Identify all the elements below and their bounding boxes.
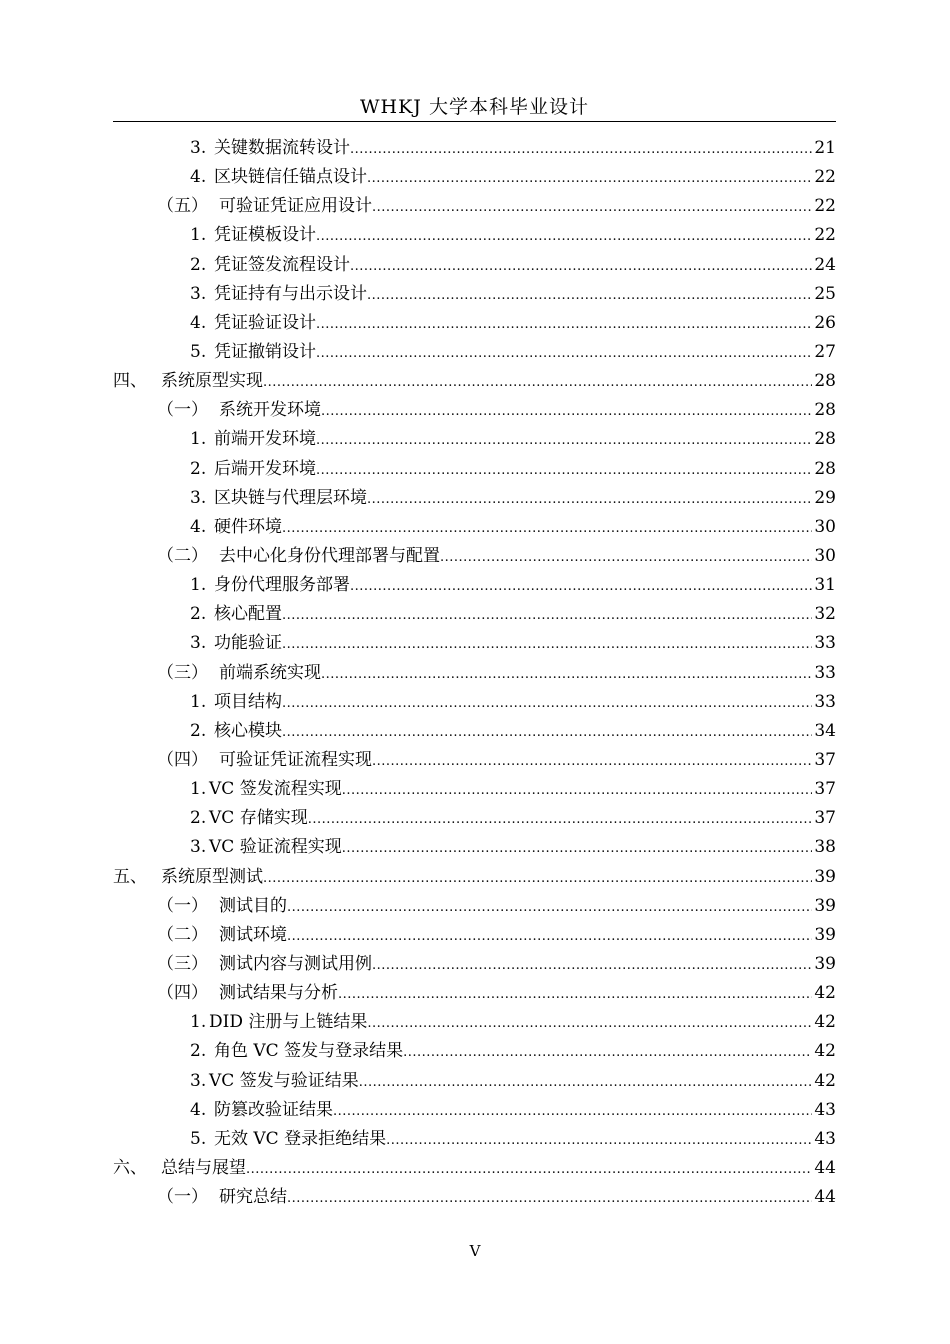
toc-entry[interactable] bbox=[113, 1067, 836, 1096]
toc-entry-number: 2. bbox=[190, 720, 207, 741]
toc-dot-leader bbox=[282, 718, 812, 747]
toc-dot-leader bbox=[350, 252, 812, 281]
toc-entry-title: 无效 VC 登录拒绝结果 bbox=[214, 1128, 387, 1149]
toc-entry-number: 4. bbox=[190, 167, 207, 188]
toc-dot-leader bbox=[372, 747, 812, 776]
toc-entry-page: 22 bbox=[814, 196, 836, 217]
toc-entry[interactable] bbox=[113, 251, 836, 280]
toc-entry-title: 硬件环境 bbox=[214, 516, 282, 537]
toc-entry-line bbox=[219, 892, 836, 922]
toc-entry-number: （一） bbox=[157, 895, 208, 916]
toc-entry-number: （一） bbox=[157, 400, 208, 421]
toc-entry[interactable] bbox=[113, 163, 836, 192]
toc-dot-leader bbox=[316, 222, 812, 251]
toc-entry-title: VC 存储实现 bbox=[209, 808, 308, 829]
toc-entry[interactable] bbox=[113, 863, 836, 892]
toc-entry-number: 5. bbox=[190, 1128, 207, 1149]
header-rule bbox=[113, 121, 836, 122]
toc-entry-line bbox=[214, 513, 836, 543]
toc-entry-line bbox=[214, 163, 836, 193]
toc-entry-title: 核心模块 bbox=[214, 720, 282, 741]
toc-entry-page: 33 bbox=[814, 633, 836, 654]
toc-dot-leader bbox=[350, 572, 812, 601]
toc-dot-leader bbox=[350, 135, 812, 164]
toc-entry-line bbox=[214, 280, 836, 310]
toc-dot-leader bbox=[287, 1184, 812, 1213]
toc-dot-leader bbox=[367, 281, 812, 310]
toc-entry-line bbox=[161, 367, 836, 397]
toc-entry-page: 39 bbox=[814, 924, 836, 945]
toc-entry-title: 去中心化身份代理部署与配置 bbox=[219, 545, 440, 566]
toc-entry-title: 前端系统实现 bbox=[219, 662, 321, 683]
toc-dot-leader bbox=[333, 1097, 812, 1126]
toc-entry-title: 可验证凭证流程实现 bbox=[219, 749, 372, 770]
toc-entry-page: 30 bbox=[814, 545, 836, 566]
toc-entry[interactable] bbox=[113, 280, 836, 309]
toc-dot-leader bbox=[316, 456, 812, 485]
toc-entry-number: 六、 bbox=[113, 1157, 147, 1178]
toc-entry-title: 凭证持有与出示设计 bbox=[214, 283, 367, 304]
toc-entry[interactable] bbox=[113, 455, 836, 484]
toc-entry-line bbox=[219, 192, 836, 222]
toc-entry-title: VC 签发流程实现 bbox=[209, 779, 342, 800]
toc-entry-number: 1. bbox=[190, 691, 207, 712]
toc-entry-page: 43 bbox=[814, 1128, 836, 1149]
toc-entry-page: 27 bbox=[814, 341, 836, 362]
toc-entry-page: 28 bbox=[814, 400, 836, 421]
toc-entry-number: 2. bbox=[190, 1041, 207, 1062]
toc-entry[interactable] bbox=[113, 367, 836, 396]
toc-entry-page: 42 bbox=[814, 983, 836, 1004]
toc-entry-number: 4. bbox=[190, 1099, 207, 1120]
toc-dot-leader bbox=[367, 164, 812, 193]
toc-entry[interactable] bbox=[113, 629, 836, 658]
toc-entry-number: 3. bbox=[190, 283, 207, 304]
toc-entry-page: 32 bbox=[814, 604, 836, 625]
toc-dot-leader bbox=[246, 1155, 812, 1184]
toc-dot-leader bbox=[282, 689, 812, 718]
toc-dot-leader bbox=[282, 630, 812, 659]
toc-entry-page: 30 bbox=[814, 516, 836, 537]
toc-entry-page: 22 bbox=[814, 225, 836, 246]
toc-entry[interactable] bbox=[113, 484, 836, 513]
toc-entry-page: 24 bbox=[814, 254, 836, 275]
toc-entry-title: 测试环境 bbox=[219, 924, 287, 945]
toc-entry-number: 1. bbox=[190, 429, 207, 450]
toc-entry[interactable] bbox=[113, 775, 836, 804]
toc-entry-title: 凭证模板设计 bbox=[214, 225, 316, 246]
toc-entry[interactable] bbox=[113, 600, 836, 629]
toc-entry-title: 研究总结 bbox=[219, 1187, 287, 1208]
toc-entry-number: （四） bbox=[157, 983, 208, 1004]
toc-entry[interactable] bbox=[113, 1096, 836, 1125]
toc-entry-page: 39 bbox=[814, 953, 836, 974]
toc-entry-number: 2. bbox=[190, 604, 207, 625]
toc-entry-line bbox=[219, 921, 836, 951]
toc-entry-title: 凭证验证设计 bbox=[214, 312, 316, 333]
toc-entry-line bbox=[219, 396, 836, 426]
toc-dot-leader bbox=[287, 922, 812, 951]
toc-entry-title: 测试目的 bbox=[219, 895, 287, 916]
toc-dot-leader bbox=[359, 1068, 813, 1097]
toc-entry-number: 3. bbox=[190, 633, 207, 654]
toc-entry[interactable] bbox=[113, 659, 836, 688]
toc-entry-line bbox=[214, 425, 836, 455]
toc-entry-page: 38 bbox=[814, 837, 836, 858]
toc-entry-page: 44 bbox=[814, 1187, 836, 1208]
toc-entry-title: 可验证凭证应用设计 bbox=[219, 196, 372, 217]
toc-entry-line bbox=[209, 1067, 836, 1097]
toc-dot-leader bbox=[321, 397, 812, 426]
toc-entry-number: （二） bbox=[157, 545, 208, 566]
toc-entry-title: 系统原型测试 bbox=[161, 866, 263, 887]
toc-entry-line bbox=[209, 804, 836, 834]
toc-entry-line bbox=[214, 1037, 836, 1067]
toc-entry[interactable] bbox=[113, 134, 836, 163]
toc-entry[interactable] bbox=[113, 221, 836, 250]
toc-entry[interactable] bbox=[113, 1125, 836, 1154]
toc-entry[interactable] bbox=[113, 688, 836, 717]
toc-entry[interactable] bbox=[113, 892, 836, 921]
toc-dot-leader bbox=[282, 601, 812, 630]
toc-dot-leader bbox=[342, 834, 813, 863]
toc-entry-page: 37 bbox=[814, 749, 836, 770]
toc-dot-leader bbox=[316, 310, 812, 339]
toc-dot-leader bbox=[372, 193, 812, 222]
toc-dot-leader bbox=[316, 339, 812, 368]
toc-entry-number: 4. bbox=[190, 312, 207, 333]
toc-entry-title: 系统开发环境 bbox=[219, 400, 321, 421]
toc-entry-line bbox=[214, 221, 836, 251]
toc-entry-line bbox=[219, 542, 836, 572]
toc-entry-number: 1. bbox=[190, 575, 207, 596]
toc-dot-leader bbox=[282, 514, 812, 543]
toc-entry-title: 防篡改验证结果 bbox=[214, 1099, 333, 1120]
toc-entry-page: 37 bbox=[814, 808, 836, 829]
toc-entry-number: 5. bbox=[190, 341, 207, 362]
toc-dot-leader bbox=[403, 1038, 812, 1067]
toc-entry-number: （五） bbox=[157, 196, 208, 217]
toc-entry-line bbox=[161, 1154, 836, 1184]
toc-entry-line bbox=[209, 1008, 836, 1038]
toc-entry-line bbox=[214, 717, 836, 747]
toc-entry-number: 1. bbox=[190, 225, 207, 246]
toc-entry-number: 3. bbox=[190, 837, 207, 858]
toc-entry-line bbox=[214, 338, 836, 368]
toc-entry-page: 21 bbox=[814, 138, 836, 158]
toc-entry-line bbox=[214, 688, 836, 718]
toc-entry-line bbox=[214, 309, 836, 339]
toc-entry-page: 25 bbox=[814, 283, 836, 304]
toc-dot-leader bbox=[263, 864, 812, 893]
toc-dot-leader bbox=[367, 485, 812, 514]
toc-entry[interactable] bbox=[113, 1037, 836, 1066]
toc-entry-page: 37 bbox=[814, 779, 836, 800]
toc-entry-page: 42 bbox=[814, 1012, 836, 1033]
toc-entry-line bbox=[214, 629, 836, 659]
toc-entry-page: 34 bbox=[814, 720, 836, 741]
toc-entry[interactable] bbox=[113, 921, 836, 950]
toc-entry-line bbox=[219, 1183, 836, 1213]
toc-entry-page: 28 bbox=[814, 429, 836, 450]
toc-entry-title: DID 注册与上链结果 bbox=[209, 1012, 368, 1033]
toc-entry[interactable] bbox=[113, 1154, 836, 1183]
toc-dot-leader bbox=[321, 660, 812, 689]
toc-entry-number: （三） bbox=[157, 662, 208, 683]
toc-entry-number: （一） bbox=[157, 1187, 208, 1208]
toc-entry[interactable] bbox=[113, 950, 836, 979]
toc-entry-title: 核心配置 bbox=[214, 604, 282, 625]
toc-entry-page: 39 bbox=[814, 866, 836, 887]
toc-entry-title: VC 验证流程实现 bbox=[209, 837, 342, 858]
toc-entry-title: 系统原型实现 bbox=[161, 371, 263, 392]
toc-entry-page: 26 bbox=[814, 312, 836, 333]
toc-entry-title: 区块链信任锚点设计 bbox=[214, 167, 367, 188]
toc-entry-title: 测试结果与分析 bbox=[219, 983, 338, 1004]
toc-entry[interactable] bbox=[113, 746, 836, 775]
toc-entry-title: 身份代理服务部署 bbox=[214, 575, 350, 596]
page-header: WHKJ 大学本科毕业设计 bbox=[360, 96, 589, 118]
toc-entry-line bbox=[209, 833, 836, 863]
toc-entry[interactable] bbox=[113, 804, 836, 833]
toc-entry[interactable] bbox=[113, 513, 836, 542]
toc-entry-title: 凭证签发流程设计 bbox=[214, 254, 350, 275]
toc-entry-line bbox=[214, 571, 836, 601]
toc-entry[interactable] bbox=[113, 309, 836, 338]
toc-entry[interactable] bbox=[113, 1183, 836, 1212]
toc-entry-title: 关键数据流转设计 bbox=[214, 138, 350, 158]
toc-dot-leader bbox=[308, 805, 813, 834]
toc-entry-title: 项目结构 bbox=[214, 691, 282, 712]
toc-entry-line bbox=[219, 950, 836, 980]
toc-entry[interactable] bbox=[113, 717, 836, 746]
toc-entry-page: 22 bbox=[814, 167, 836, 188]
toc-entry-number: 2. bbox=[190, 254, 207, 275]
toc-entry-line bbox=[214, 1125, 836, 1155]
table-of-contents bbox=[113, 134, 836, 1212]
toc-entry-number: 3. bbox=[190, 1070, 207, 1091]
toc-entry-page: 42 bbox=[814, 1041, 836, 1062]
toc-entry-line bbox=[219, 979, 836, 1009]
toc-dot-leader bbox=[367, 1009, 812, 1038]
toc-entry-title: 角色 VC 签发与登录结果 bbox=[214, 1041, 404, 1062]
toc-entry-page: 39 bbox=[814, 895, 836, 916]
toc-dot-leader bbox=[372, 951, 812, 980]
toc-entry-number: 3. bbox=[190, 487, 207, 508]
toc-entry-line bbox=[214, 1096, 836, 1126]
toc-entry-number: （二） bbox=[157, 924, 208, 945]
toc-entry-line bbox=[214, 134, 836, 164]
toc-entry[interactable] bbox=[113, 833, 836, 862]
toc-entry-number: 1. bbox=[190, 779, 207, 800]
toc-dot-leader bbox=[440, 543, 812, 572]
toc-entry[interactable] bbox=[113, 542, 836, 571]
toc-entry[interactable] bbox=[113, 979, 836, 1008]
toc-entry-number: 1. bbox=[190, 1012, 207, 1033]
toc-entry-line bbox=[214, 455, 836, 485]
page-number: V bbox=[469, 1242, 481, 1260]
toc-entry-title: 区块链与代理层环境 bbox=[214, 487, 367, 508]
toc-entry-number: 3. bbox=[190, 138, 207, 158]
toc-entry-number: 五、 bbox=[113, 866, 147, 887]
toc-entry-page: 42 bbox=[814, 1070, 836, 1091]
toc-entry-number: （三） bbox=[157, 953, 208, 974]
toc-entry[interactable] bbox=[113, 338, 836, 367]
toc-entry-number: 2. bbox=[190, 458, 207, 479]
toc-entry-title: 总结与展望 bbox=[161, 1157, 246, 1178]
toc-entry-line bbox=[219, 659, 836, 689]
toc-entry-page: 31 bbox=[814, 575, 836, 596]
toc-entry-number: 4. bbox=[190, 516, 207, 537]
toc-entry-number: 2. bbox=[190, 808, 207, 829]
toc-entry-page: 28 bbox=[814, 371, 836, 392]
toc-entry[interactable] bbox=[113, 571, 836, 600]
toc-entry[interactable] bbox=[113, 192, 836, 221]
toc-entry-page: 43 bbox=[814, 1099, 836, 1120]
toc-entry-line bbox=[161, 863, 836, 893]
toc-entry-number: 四、 bbox=[113, 371, 147, 392]
toc-dot-leader bbox=[263, 368, 812, 397]
toc-entry-number: （四） bbox=[157, 749, 208, 770]
toc-dot-leader bbox=[287, 893, 812, 922]
toc-dot-leader bbox=[338, 980, 812, 1009]
toc-entry-title: 前端开发环境 bbox=[214, 429, 316, 450]
toc-entry-line bbox=[214, 600, 836, 630]
toc-entry-title: 测试内容与测试用例 bbox=[219, 953, 372, 974]
toc-entry-line bbox=[214, 484, 836, 514]
toc-dot-leader bbox=[342, 776, 813, 805]
toc-entry[interactable] bbox=[113, 425, 836, 454]
toc-entry-page: 33 bbox=[814, 662, 836, 683]
toc-entry-line bbox=[209, 775, 836, 805]
toc-entry-title: 功能验证 bbox=[214, 633, 282, 654]
toc-entry[interactable] bbox=[113, 1008, 836, 1037]
toc-entry-title: 凭证撤销设计 bbox=[214, 341, 316, 362]
toc-dot-leader bbox=[386, 1126, 812, 1155]
toc-entry[interactable] bbox=[113, 396, 836, 425]
toc-entry-title: VC 签发与验证结果 bbox=[209, 1070, 359, 1091]
toc-entry-line bbox=[219, 746, 836, 776]
toc-entry-line bbox=[214, 251, 836, 281]
toc-entry-page: 44 bbox=[814, 1157, 836, 1178]
toc-dot-leader bbox=[316, 426, 812, 455]
toc-entry-page: 29 bbox=[814, 487, 836, 508]
toc-entry-title: 后端开发环境 bbox=[214, 458, 316, 479]
toc-entry-page: 28 bbox=[814, 458, 836, 479]
toc-entry-page: 33 bbox=[814, 691, 836, 712]
